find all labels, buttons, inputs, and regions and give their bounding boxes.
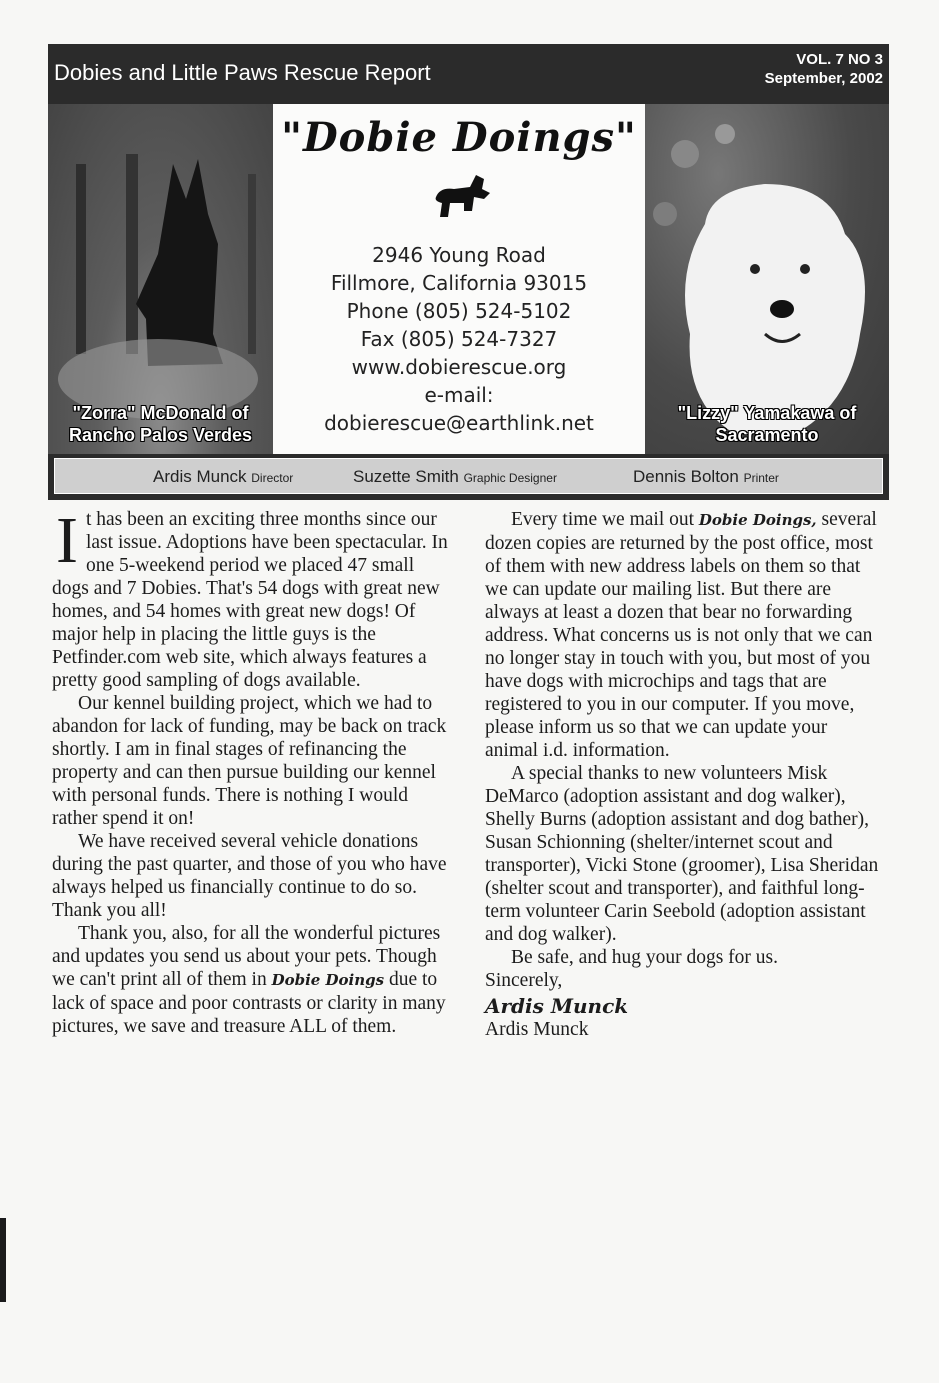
staff-director [153,467,293,487]
closing: Sincerely, [485,970,563,991]
staff-name: Suzette Smith [353,467,459,486]
page-edge-mark [0,1218,6,1302]
article-paragraph: Be safe, and hug your dogs for us. [511,947,778,968]
phone-number: Phone (805) 524-5102 [346,299,572,323]
signature: Ardis Munck [485,994,629,1018]
article-column-left [52,504,452,1038]
publication-name: Dobie Doings [271,971,385,989]
staff-role: Director [251,471,294,485]
article-paragraph: Thank you, also, for all the wonderful pictures and updates you send us about your pets. Though we can't print all of them in Dobie Doings due to lack of space and poor contrasts or clarity in many pictures, we save and treasure ALL of them. [52,923,446,1037]
newsletter-title: Dobies and Little Paws Rescue Report [54,60,431,85]
issue-info [765,50,883,88]
staff-role: Graphic Designer [463,471,557,485]
article-paragraph: We have received several vehicle donations during the past quarter, and those of you who have always helped us financially continue to do so. Thank you all! [52,831,447,921]
staff-printer [633,467,779,487]
left-photo-caption: "Zorra" McDonald of Rancho Palos Verdes [68,403,253,445]
address-line-1: 2946 Young Road [372,243,546,267]
newsletter-header [48,44,889,104]
sheepdog-photo [645,104,889,454]
volume-number: VOL. 7 NO 3 [796,51,883,68]
article-paragraph: A special thanks to new volunteers Misk DeMarco (adoption assistant and dog walker), Shelly Burns (adoption assistant and dog bather), Susan Schionning (shelter/internet scout and transporter), Vicki Stone (groomer), Lisa Sheridan (shelter scout and transporter), and faithful long-term volunteer Carin Seebold (adoption assistant and dog walker). [485,763,879,945]
article-column-right [485,508,885,1041]
dobie-doings-logo: "Dobie Doings" [281,114,637,161]
issue-date: September, 2002 [764,70,883,87]
drop-cap: I [56,504,78,577]
staff-name: Dennis Bolton [633,467,739,486]
contact-block [273,241,645,437]
signer-name: Ardis Munck [485,1019,589,1040]
dog-icon [424,167,494,227]
article-paragraph: Our kennel building project, which we had to abandon for lack of funding, may be back on track shortly. I am in final stages of refinancing the property and can then pursue building our kennel with personal funds. There is nothing I would rather spend it on! [52,693,447,829]
staff-name: Ardis Munck [153,467,247,486]
address-line-2: Fillmore, California 93015 [330,271,588,295]
email-label: e-mail: [424,383,494,407]
publication-name: Dobie Doings, [698,511,817,529]
right-photo-caption: "Lizzy" Yamakawa of Sacramento [677,403,857,445]
doberman-photo [48,104,273,454]
staff-bar [48,454,889,500]
email-address: dobierescue@earthlink.net [324,411,594,435]
website: www.dobierescue.org [351,355,567,379]
staff-designer [353,467,557,487]
staff-role: Printer [743,471,779,485]
masthead [273,104,645,454]
article-paragraph: Every time we mail out Dobie Doings, several dozen copies are returned by the post office, most of them with new address labels on them so that we can update our mailing list. But there are always at least a dozen that bear no forwarding address. What concerns us is not only that we can no longer stay in touch with you, but most of you have dogs with microchips and tags that are registered to you in our computer. If you move, please inform us so that we can update your animal i.d. information. [485,509,877,761]
fax-number: Fax (805) 524-7327 [360,327,558,351]
article-paragraph: It has been an exciting three months since our last issue. Adoptions have been spectacular. In one 5-weekend period we placed 47 small dogs and 7 Dobies. That's 54 dogs with great new homes, and 54 homes with great new dogs! Of major help in placing the little guys is the Petfinder.com web site, which always features a pretty good sampling of dogs available. [52,504,448,691]
